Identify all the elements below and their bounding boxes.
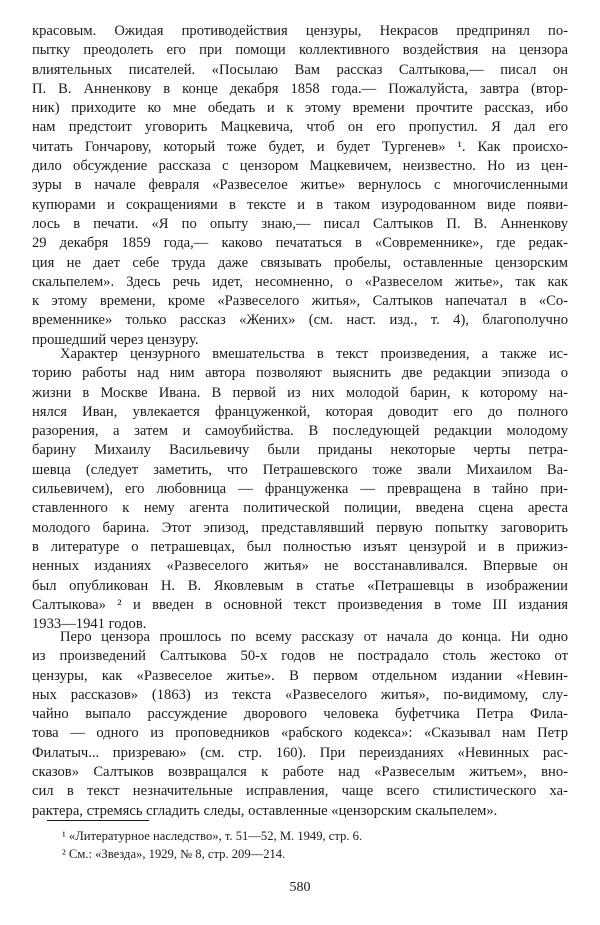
- text-line: жизни в Москве Ивана. В первой из них молодой барин, к которому на-: [32, 384, 568, 401]
- text-line: пытку преодолеть его при помощи коллективного воздействия на цензора: [32, 42, 568, 59]
- text-line: сказов» Салтыков возвращался к работе над «Развеселым житьем», вно-: [32, 764, 568, 781]
- text-line: Характер цензурного вмешательства в текст произведения, а также ис-: [60, 346, 568, 362]
- text-line: това — одного из проповедников «рабского кодекса»: «Сказывал нам Петр: [32, 725, 568, 742]
- text-line: временнике» только рассказ «Жених» (см. наст. изд., т. 4), благополучно: [32, 312, 568, 329]
- text-line: в литературе о петрашевцах, был полностью изъят цензурой и в прижиз-: [32, 538, 568, 555]
- paragraph-1: [32, 22, 568, 350]
- text-line: молодого барина. Этот эпизод, представлявший первую попытку заговорить: [32, 519, 568, 536]
- page-number: 580: [289, 880, 311, 895]
- footnotes: [62, 828, 568, 863]
- footnote-divider: [47, 820, 149, 821]
- footnote-1: ¹ «Литературное наследство», т. 51—52, М. 1949, стр. 6.: [62, 829, 363, 843]
- text-line: скальпелем». Здесь речь идет, несомненно, о «Развеселом житье», так как: [32, 273, 568, 290]
- text-line: нам предстоит уговорить Мацкевича, чтоб он его пропустил. Я дал его: [32, 119, 568, 136]
- text-line: Салтыкова» ² и введен в основной текст произведения в томе III издания: [32, 596, 568, 613]
- text-line: сил в текст незначительные исправления, чаще всего стилистического ха-: [32, 783, 568, 800]
- text-line: зуры в начале февраля «Развеселое житье» вернулось с многочисленными: [32, 177, 568, 194]
- text-line: ных рассказов» (1863) из текста «Развеселого житья», по-видимому, слу-: [32, 686, 568, 703]
- text-line: ненных изданиях «Развеселого житья» не восстанавливался. Впервые он: [32, 558, 568, 575]
- text-line: купюрами и сокращениями в тексте и в таком изуродованном виде появи-: [32, 196, 568, 213]
- text-line: разорения, а затем и самоубийства. В последующей редакции молодому: [32, 423, 568, 440]
- text-line: П. В. Анненкову в конце декабря 1858 года.— Пожалуйста, завтра (втор-: [32, 80, 568, 97]
- text-line: чайно выпало рассуждение дворового человека буфетчика Петра Фила-: [32, 706, 568, 723]
- text-line: ник) приходите ко мне обедать и к этому времени прочтите рассказ, ибо: [32, 100, 568, 117]
- text-line: цензуры, как «Развеселое житье». В первом отдельном издании «Невин-: [32, 667, 568, 684]
- text-line: сильевичем), его любовница — француженка — превращена в тайно при-: [32, 481, 568, 498]
- text-line: барину Михаилу Васильевичу были приданы некоторые черты петра-: [32, 442, 568, 459]
- text-line: 29 декабря 1859 года,— каково печататься в «Современнике», где редак-: [32, 235, 568, 252]
- text-line: дило обсуждение рассказа с цензором Мацкевичем, неизвестно. Но из цен-: [32, 158, 568, 175]
- text-line: из произведений Салтыкова 50-х годов не пострадало столь жестоко от: [32, 648, 568, 665]
- paragraph-2: [32, 345, 568, 634]
- text-line: шевца (следует заметить, что Петрашевского тоже звали Михаилом Ва-: [32, 461, 568, 478]
- text-line: Филатыч... призреваю» (см. стр. 160). При переизданиях «Невинных рас-: [32, 744, 568, 761]
- text-line: читать Гончарову, который тоже будет, и будет Тургенев» ¹. Как происхо-: [32, 138, 568, 155]
- footnote-2: ² См.: «Звезда», 1929, № 8, стр. 209—214.: [62, 846, 286, 861]
- text-line: влиятельных писателей. «Посылаю Вам рассказ Салтыкова,— писал он: [32, 61, 568, 78]
- text-line: лось в печати. «Я по опыту знаю,— писал Салтыков П. В. Анненкову: [32, 215, 568, 232]
- text-line: 1933—1941 годов.: [32, 616, 147, 633]
- text-line: рактера, стремясь сгладить следы, оставленные «цензорским скальпелем».: [32, 802, 498, 819]
- text-line: нялся Иван, увлекается француженкой, которая доводит его до полного: [32, 403, 568, 420]
- text-line: ция не дает себе труда даже связывать пробелы, оставленные цензорским: [32, 254, 568, 271]
- text-line: был опубликован Н. В. Яковлевым в статье «Петрашевцы в изображении: [32, 577, 568, 594]
- text-line: прошедший через цензуру.: [32, 331, 199, 348]
- text-line: торию работы над ним автора позволяют выяснить две редакции эпизода о: [32, 365, 568, 382]
- text-line: ставленного к нему агента политической полиции, введена сцена ареста: [32, 500, 568, 517]
- text-line: Перо цензора прошлось по всему рассказу от начала до конца. Ни одно: [60, 629, 568, 645]
- text-line: к этому времени, кроме «Развеселого житья», Салтыков напечатал в «Со-: [32, 293, 568, 310]
- text-line: красовым. Ожидая противодействия цензуры, Некрасов предпринял по-: [32, 23, 568, 39]
- paragraph-3: [32, 628, 568, 821]
